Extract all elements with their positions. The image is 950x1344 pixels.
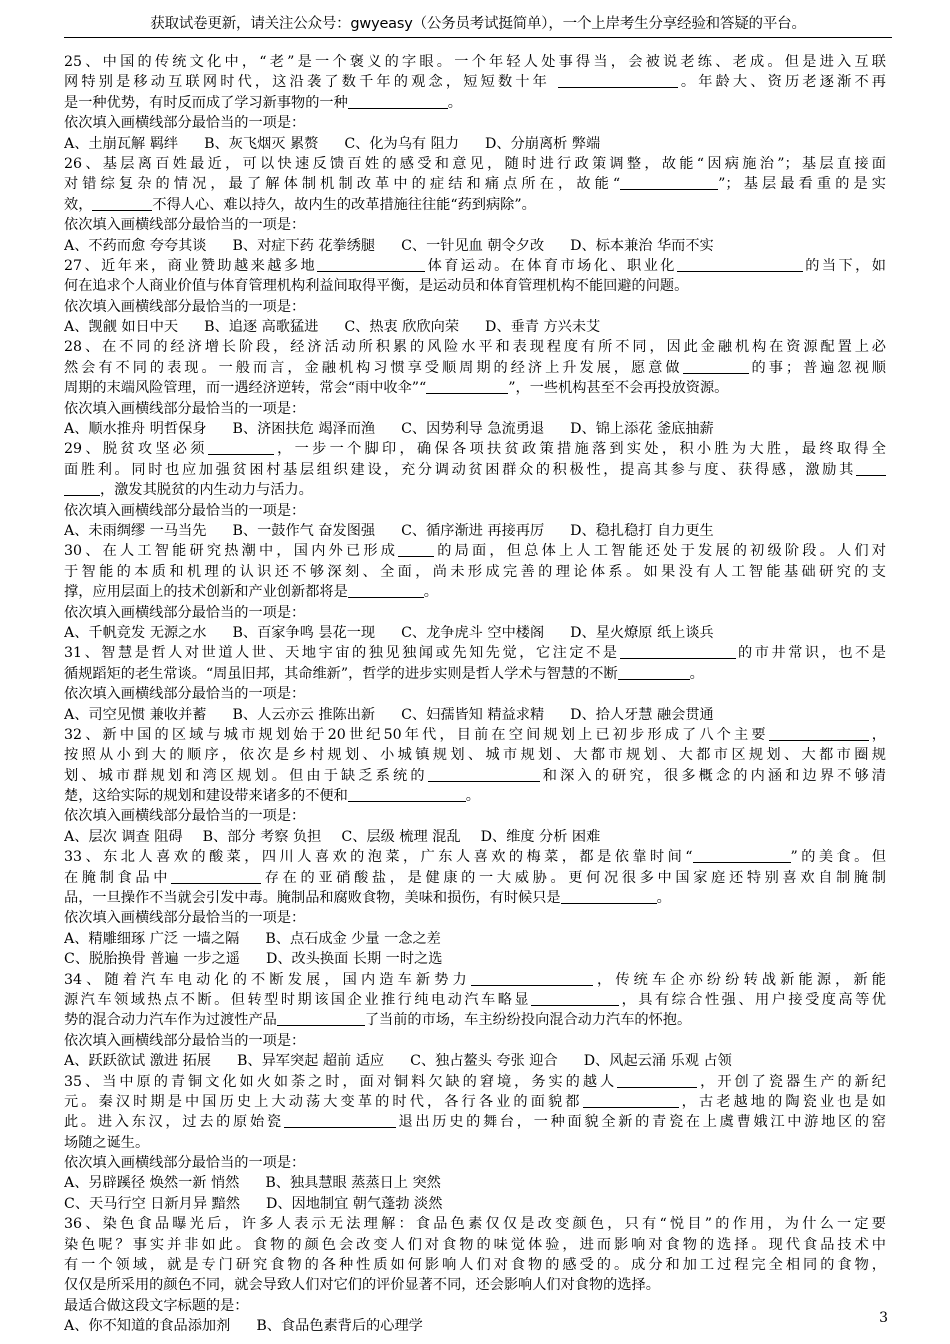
text-line bbox=[64, 460, 886, 480]
answer-options-row bbox=[64, 1051, 886, 1071]
text-run: 。 bbox=[423, 584, 438, 601]
fill-in-blank bbox=[617, 1074, 697, 1088]
text-run: ”；基层最看重的是实 bbox=[718, 176, 886, 193]
text-run: 循规蹈矩的老生常谈。“周虽旧邦，其命维新”，哲学的进步实则是哲人学术与智慧的不断 bbox=[64, 665, 618, 682]
answer-option: D、稳扎稳打 自力更生 bbox=[570, 522, 714, 539]
text-run: 的事；普遍忽视顺 bbox=[748, 359, 886, 376]
text-line bbox=[64, 1133, 886, 1153]
text-run: 网特别是移动互联网时代，这沿袭了数千年的观念，短短数十年 bbox=[64, 74, 558, 91]
text-run: 依次填入画横线部分最恰当的一项是： bbox=[64, 502, 306, 519]
text-run: 。 bbox=[465, 788, 480, 805]
text-run: 31、智慧是哲人对世道人世、天地宇宙的独见独闻或先知先觉，它注定不是 bbox=[64, 645, 620, 662]
text-run: ， bbox=[868, 726, 886, 743]
answer-option: D、标本兼治 华而不实 bbox=[570, 237, 714, 254]
page-number: 3 bbox=[879, 1310, 888, 1326]
text-run: ，激发其脱贫的内生动力与活力。 bbox=[100, 482, 313, 499]
text-run: ，开创了瓷器生产的新纪 bbox=[697, 1073, 886, 1090]
text-run: 和深入的研究，很多概念的内涵和边界不够清 bbox=[539, 767, 886, 784]
text-line bbox=[64, 847, 886, 867]
answer-option: D、改头换面 长期 一时之选 bbox=[265, 951, 443, 968]
answer-options-row bbox=[64, 134, 886, 154]
text-line bbox=[64, 1010, 886, 1030]
text-run: 的当下，如 bbox=[802, 257, 886, 274]
answer-option: B、灰飞烟灭 累赘 bbox=[204, 135, 319, 152]
fill-in-blank bbox=[531, 992, 619, 1006]
text-run: 楚，这给实际的规划和建设带来诸多的不便和 bbox=[64, 788, 348, 805]
text-run: 的局面，但总体上人工智能还处于发展的初级阶段。人们对 bbox=[434, 543, 886, 560]
fill-in-blank bbox=[769, 727, 869, 741]
answer-options-row bbox=[64, 419, 886, 439]
answer-option: D、锦上添花 釜底抽薪 bbox=[570, 421, 714, 438]
text-line bbox=[64, 725, 886, 745]
text-run: 27、近年来，商业赞助越来越多地 bbox=[64, 257, 318, 274]
text-run: 依次填入画横线部分最恰当的一项是： bbox=[64, 217, 306, 234]
text-line bbox=[64, 1092, 886, 1112]
answer-options-row bbox=[64, 1194, 886, 1214]
answer-option: B、对症下药 花拳绣腿 bbox=[232, 237, 376, 254]
answer-options-row bbox=[64, 623, 886, 643]
fill-in-blank bbox=[317, 258, 425, 272]
fill-in-blank bbox=[583, 1094, 679, 1108]
text-run: 35、当中原的青铜文化如火如荼之时，面对铜料欠缺的窘境，务实的越人 bbox=[64, 1073, 618, 1090]
text-line bbox=[64, 1072, 886, 1092]
text-line bbox=[64, 154, 886, 174]
answer-option: C、因势利导 急流勇退 bbox=[401, 421, 545, 438]
text-run: 周期的末端风险管理，而一遇经济逆转，常会“雨中收伞”“ bbox=[64, 380, 427, 397]
answer-option: A、你不知道的食品添加剂 bbox=[64, 1318, 231, 1335]
text-line bbox=[64, 52, 886, 72]
text-line bbox=[64, 868, 886, 888]
fill-in-blank bbox=[558, 74, 678, 88]
fill-in-blank bbox=[428, 768, 540, 782]
text-line bbox=[64, 276, 886, 296]
answer-option: B、百家争鸣 昙花一现 bbox=[232, 624, 376, 641]
text-run: 33、东北人喜欢的酸菜，四川人喜欢的泡菜，广东人喜欢的梅菜，都是依靠时间“ bbox=[64, 849, 693, 866]
fill-in-blank bbox=[398, 543, 434, 557]
text-run: 最适合做这段文字标题的是： bbox=[64, 1297, 249, 1314]
answer-option: B、食品色素背后的心理学 bbox=[256, 1318, 423, 1335]
text-line bbox=[64, 1153, 886, 1173]
answer-option: A、未雨绸缪 一马当先 bbox=[64, 522, 207, 539]
text-line bbox=[64, 908, 886, 928]
answer-option: A、顺水推舟 明哲保身 bbox=[64, 421, 207, 438]
text-run: 。 bbox=[689, 665, 704, 682]
fill-in-blank bbox=[683, 360, 749, 374]
text-run: ”，一些机构甚至不会再投放资源。 bbox=[508, 380, 729, 397]
text-line bbox=[64, 501, 886, 521]
answer-options-row bbox=[64, 827, 886, 847]
text-run: 30、在人工智能研究热潮中，国内外已形成 bbox=[64, 543, 399, 560]
text-run: ，传统车企亦纷纷转战新能源，新能 bbox=[592, 971, 886, 988]
text-line bbox=[64, 582, 886, 602]
text-run: 何在追求个人商业价值与体育管理机构利益间取得平衡，是运动员和体育管理机构不能回避的问题。 bbox=[64, 278, 689, 295]
text-run: 势的混合动力汽车作为过渡性产品 bbox=[64, 1012, 277, 1029]
text-line bbox=[64, 358, 886, 378]
text-run: 。年龄大、资历老逐渐不再 bbox=[677, 74, 886, 91]
answer-option: A、千帆竞发 无源之水 bbox=[64, 624, 207, 641]
answer-option: C、独占鳌头 夸张 迎合 bbox=[410, 1053, 558, 1070]
text-run: 依次填入画横线部分最恰当的一项是： bbox=[64, 298, 306, 315]
fill-in-blank bbox=[693, 849, 791, 863]
text-line bbox=[64, 684, 886, 704]
text-run: 对错综复杂的情况，最了解体制机制改革中的症结和痛点所在，故能“ bbox=[64, 176, 621, 193]
page-header-banner: 获取试卷更新，请关注公众号：gwyeasy（公务员考试挺简单），一个上岸考生分享经验和答疑的平台。 bbox=[64, 12, 892, 38]
text-run: 于智能的本质和机理的认识还不够深刻、全面，尚未形成完善的理论体系。如果没有人工智能基础研究的支 bbox=[64, 563, 886, 580]
text-line bbox=[64, 562, 886, 582]
answer-option: B、一鼓作气 奋发图强 bbox=[232, 522, 376, 539]
text-run: 元。秦汉时期是中国历史上大动荡大变革的时代，各行各业的面貌都 bbox=[64, 1093, 583, 1110]
text-run: 退出历史的舞台，一种面貌全新的青瓷在上虞曹娥江中游地区的窑 bbox=[395, 1114, 886, 1131]
answer-option: C、热衷 欣欣向荣 bbox=[344, 319, 460, 336]
text-line bbox=[64, 970, 886, 990]
answer-option: A、另辟蹊径 焕然一新 悄然 bbox=[64, 1175, 240, 1192]
answer-option: B、人云亦云 推陈出新 bbox=[232, 706, 376, 723]
text-run: ，具有综合性强、用户接受度高等优 bbox=[619, 991, 886, 1008]
text-line bbox=[64, 603, 886, 623]
text-line bbox=[64, 439, 886, 459]
text-run: 是一种优势，有时反而成了学习新事物的一种 bbox=[64, 94, 348, 111]
text-line bbox=[64, 337, 886, 357]
fill-in-blank bbox=[471, 972, 593, 986]
answer-option: C、龙争虎斗 空中楼阁 bbox=[401, 624, 545, 641]
answer-option: A、层次 调查 阻碍 bbox=[64, 828, 183, 845]
fill-in-blank bbox=[208, 441, 274, 455]
answer-option: A、跃跃欲试 激进 拓展 bbox=[64, 1053, 211, 1070]
text-run: 26、基层离百姓最近，可以快速反馈百姓的感受和意见，随时进行政策调整，故能“因病施治”；基层直接面 bbox=[64, 155, 886, 172]
text-run: 29、脱贫攻坚必须 bbox=[64, 441, 208, 458]
answer-option: A、土崩瓦解 羁绊 bbox=[64, 135, 179, 152]
text-run: 仅仅是所采用的颜色不同，就会导致人们对它们的评价显著不同，还会影响人们对食物的选择。 bbox=[64, 1277, 660, 1294]
fill-in-blank bbox=[348, 788, 466, 802]
text-run: 34、随着汽车电动化的不断发展，国内造车新势力 bbox=[64, 971, 471, 988]
answer-option: A、精雕细琢 广泛 一墙之隔 bbox=[64, 930, 240, 947]
text-line bbox=[64, 541, 886, 561]
text-run: 。 bbox=[656, 890, 671, 907]
answer-options-row bbox=[64, 236, 886, 256]
text-run: 依次填入画横线部分最恰当的一项是： bbox=[64, 1155, 306, 1172]
answer-option: B、追逐 高歌猛进 bbox=[204, 319, 319, 336]
text-run: 32、新中国的区域与城市规划始于20世纪50年代，目前在空间规划上已初步形成了八个主要 bbox=[64, 726, 769, 743]
text-run: 然会有不同的表现。一般而言，金融机构习惯享受顺周期的经济上升发展，愿意做 bbox=[64, 359, 683, 376]
answer-option: B、异军突起 超前 适应 bbox=[236, 1053, 385, 1070]
text-line bbox=[64, 256, 886, 276]
fill-in-blank bbox=[620, 645, 736, 659]
text-run: 依次填入画横线部分最恰当的一项是： bbox=[64, 910, 306, 927]
text-run: 效， bbox=[64, 196, 93, 213]
text-line bbox=[64, 93, 886, 113]
text-run: 36、染色食品曝光后，许多人表示无法理解：食品色素仅仅是改变颜色，只有“悦目”的作用，为什么一定要 bbox=[64, 1216, 886, 1233]
fill-in-blank bbox=[348, 95, 448, 109]
text-run: 按照从小到大的顺序，依次是乡村规划、小城镇规划、城市规划、大都市规划、大都市区规划、大都市圈规 bbox=[64, 747, 886, 764]
text-run: 面胜利。同时也应加强贫困村基层组织建设，充分调动贫困群众的积极性，提高其参与度、获得感，激励其 bbox=[64, 461, 856, 478]
answer-options-row bbox=[64, 1173, 886, 1193]
text-line bbox=[64, 1235, 886, 1255]
text-run: 在腌制食品中 bbox=[64, 869, 172, 886]
fill-in-blank bbox=[426, 380, 508, 394]
fill-in-blank bbox=[171, 870, 261, 884]
answer-options-row bbox=[64, 1316, 886, 1336]
text-run: 染色呢？事实并非如此。食物的颜色会改变人们对食物的味觉体验，进而影响对食物的选择。现代食品技术中 bbox=[64, 1236, 886, 1253]
answer-options-row bbox=[64, 705, 886, 725]
text-run: 依次填入画横线部分最恰当的一项是： bbox=[64, 1032, 306, 1049]
text-run: 依次填入画横线部分最恰当的一项是： bbox=[64, 604, 306, 621]
text-run: 25、中国的传统文化中，“老”是一个褒义的字眼。一个年轻人处事得当，会被说老练、老成。但是进入互联 bbox=[64, 54, 886, 70]
fill-in-blank bbox=[620, 176, 718, 190]
fill-in-blank bbox=[92, 197, 152, 211]
text-line bbox=[64, 766, 886, 786]
text-line bbox=[64, 297, 886, 317]
fill-in-blank bbox=[561, 890, 657, 904]
text-run: 不得人心、难以持久，故内生的改革措施往往能“药到病除”。 bbox=[152, 196, 536, 213]
answer-option: D、风起云涌 乐观 占领 bbox=[583, 1053, 732, 1070]
text-run: 依次填入画横线部分最恰当的一项是： bbox=[64, 686, 306, 703]
fill-in-blank bbox=[677, 258, 803, 272]
text-line bbox=[64, 888, 886, 908]
text-line bbox=[64, 215, 886, 235]
text-run: ，一步一个脚印，确保各项扶贫政策措施落到实处，积小胜为大胜，最终取得全 bbox=[273, 441, 886, 458]
text-run: ”的美食。但 bbox=[790, 849, 886, 866]
text-line bbox=[64, 1214, 886, 1234]
fill-in-blank bbox=[277, 1012, 365, 1026]
text-run: 撑，应用层面上的技术创新和产业创新都将是 bbox=[64, 584, 348, 601]
answer-option: C、脱胎换骨 普遍 一步之遥 bbox=[64, 951, 240, 968]
answer-option: C、天马行空 日新月异 黯然 bbox=[64, 1195, 240, 1212]
answer-options-row bbox=[64, 521, 886, 541]
fill-in-blank bbox=[348, 584, 424, 598]
answer-option: C、化为乌有 阻力 bbox=[344, 135, 460, 152]
answer-option: C、层级 梳理 混乱 bbox=[341, 828, 461, 845]
answer-option: B、点石成金 少量 一念之差 bbox=[265, 930, 441, 947]
fill-in-blank bbox=[284, 1114, 396, 1128]
text-line bbox=[64, 72, 886, 92]
text-run: 此。进入东汉，过去的原始瓷 bbox=[64, 1114, 284, 1131]
text-line bbox=[64, 806, 886, 826]
text-line bbox=[64, 174, 886, 194]
answer-option: B、济困扶危 竭泽而渔 bbox=[232, 421, 376, 438]
text-run: 依次填入画横线部分最恰当的一项是： bbox=[64, 808, 306, 825]
text-run: 存在的亚硝酸盐，是健康的一大威胁。更何况很多中国家庭还特别喜欢自制腌制 bbox=[261, 869, 886, 886]
text-run: 源汽车领域热点不断。但转型时期该国企业推行纯电动汽车略显 bbox=[64, 991, 532, 1008]
answer-option: C、循序渐进 再接再厉 bbox=[401, 522, 545, 539]
answer-option: D、分崩离析 弊端 bbox=[485, 135, 601, 152]
text-line bbox=[64, 664, 886, 684]
text-run: 28、在不同的经济增长阶段，经济活动所积累的风险水平和表现程度有所不同，因此金融机构在资源配置上必 bbox=[64, 339, 886, 356]
text-line bbox=[64, 1296, 886, 1316]
text-line bbox=[64, 643, 886, 663]
answer-options-row bbox=[64, 929, 886, 949]
text-run: 品，一旦操作不当就会引发中毒。腌制品和腐败食物，美味和损伤，有时候只是 bbox=[64, 890, 561, 907]
text-line bbox=[64, 399, 886, 419]
text-run: 划、城市群规划和湾区规划。但由于缺乏系统的 bbox=[64, 767, 428, 784]
text-line bbox=[64, 1112, 886, 1132]
answer-option: C、一针见血 朝令夕改 bbox=[401, 237, 545, 254]
answer-option: B、独具慧眼 蒸蒸日上 突然 bbox=[265, 1175, 441, 1192]
answer-option: D、因地制宜 朝气蓬勃 淡然 bbox=[265, 1195, 443, 1212]
answer-option: A、司空见惯 兼收并蓄 bbox=[64, 706, 207, 723]
answer-option: D、垂青 方兴未艾 bbox=[485, 319, 601, 336]
text-run: 体育运动。在体育市场化、职业化 bbox=[425, 257, 677, 274]
answer-option: B、部分 考察 负担 bbox=[202, 828, 322, 845]
question-body bbox=[64, 52, 886, 1337]
text-line bbox=[64, 990, 886, 1010]
text-run: 依次填入画横线部分最恰当的一项是： bbox=[64, 115, 306, 132]
answer-option: C、妇孺皆知 精益求精 bbox=[401, 706, 545, 723]
text-line bbox=[64, 480, 886, 500]
text-line bbox=[64, 1255, 886, 1275]
text-line bbox=[64, 195, 886, 215]
text-run: 的市井常识，也不是 bbox=[735, 645, 886, 662]
text-line bbox=[64, 113, 886, 133]
text-line bbox=[64, 378, 886, 398]
answer-option: A、觊觎 如日中天 bbox=[64, 319, 179, 336]
answer-option: D、星火燎原 纸上谈兵 bbox=[570, 624, 714, 641]
answer-option: D、拾人牙慧 融会贯通 bbox=[570, 706, 714, 723]
text-run: 有一个领域，就是专门研究食物的各种性质如何影响人们对食物的感受的。成分和加工过程完全相同的食物， bbox=[64, 1257, 886, 1274]
text-line bbox=[64, 1275, 886, 1295]
text-run: 了当前的市场，车主纷纷投向混合动力汽车的怀抱。 bbox=[364, 1012, 692, 1029]
text-line bbox=[64, 786, 886, 806]
fill-in-blank bbox=[856, 462, 886, 476]
fill-in-blank bbox=[618, 666, 690, 680]
text-run: 。 bbox=[447, 94, 462, 111]
answer-option: D、维度 分析 困难 bbox=[480, 828, 601, 845]
text-run: ，古老越地的陶瓷业也是如 bbox=[678, 1093, 886, 1110]
answer-options-row bbox=[64, 317, 886, 337]
fill-in-blank bbox=[64, 482, 100, 496]
answer-options-row bbox=[64, 949, 886, 969]
text-line bbox=[64, 745, 886, 765]
text-run: 场随之诞生。 bbox=[64, 1134, 150, 1151]
answer-option: A、不药而愈 夸夸其谈 bbox=[64, 237, 207, 254]
text-run: 依次填入画横线部分最恰当的一项是： bbox=[64, 400, 306, 417]
text-line bbox=[64, 1031, 886, 1051]
